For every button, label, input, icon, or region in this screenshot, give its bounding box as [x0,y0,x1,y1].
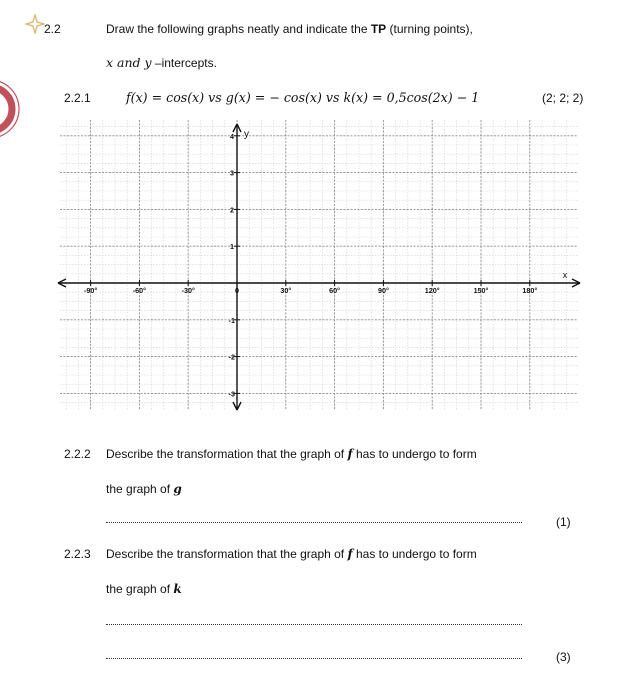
x-tick-label: 120° [424,286,440,295]
x-tick-label: 150° [473,286,489,295]
x-tick-label: 180° [522,286,538,295]
question-text-2-2-2 [106,447,477,461]
q223-text-c: the graph of [106,582,174,596]
q223-fn-f: f [347,547,353,561]
marks-2-2-2: (1) [556,515,571,529]
instruction-xy-math: x and y [106,55,152,70]
q222-text-b: has to undergo to form [352,447,477,461]
q223-text-b: has to undergo to form [352,547,477,561]
y-tick-label: 1 [230,242,234,252]
x-tick-label: -90° [83,286,98,295]
q223-text-a: Describe the transformation that the graph of [106,547,348,561]
x-tick-label: 0 [235,286,239,295]
x-tick-label: -60° [132,286,147,295]
marks-2-2-3: (3) [556,650,571,664]
y-tick-label: -1 [228,315,235,325]
question-text-2-2-2-line2 [106,482,182,496]
y-tick-label: -3 [228,389,235,399]
x-tick-label: 90° [377,286,389,295]
y-axis-label: y [244,128,249,140]
answer-line-2-2-3b[interactable] [106,658,522,659]
answer-line-2-2-2[interactable] [106,522,522,523]
q222-text-a: Describe the transformation that the graph of [106,447,348,461]
q222-fn-f: f [347,447,353,461]
instruction-tp: TP [370,22,387,36]
x-tick-label: -30° [181,286,195,295]
x-tick-label: 30° [280,286,292,295]
instruction-intercepts: –intercepts. [151,56,217,70]
section-number: 2.2 [44,22,61,36]
question-formula-2-2-1: f(x) = cos(x) vs g(x) = − cos(x) vs k(x) = 0,5cos(2x) − 1 [126,90,480,105]
x-tick-label: 60° [329,286,341,295]
y-tick-label: 3 [230,168,234,178]
instruction-text-end: (turning points), [386,22,473,36]
question-text-2-2-3 [106,547,477,561]
question-number-2-2-1: 2.2.1 [64,91,91,105]
q222-text-c: the graph of [106,482,174,496]
q223-fn-k: k [173,582,182,596]
q222-fn-g: g [173,482,182,496]
y-tick-label: -2 [228,352,235,362]
x-axis-label: x [562,270,568,280]
question-number-2-2-3: 2.2.3 [64,547,91,561]
y-tick-label: 4 [230,131,234,141]
y-tick-label: 2 [230,205,234,215]
answer-line-2-2-3a[interactable] [106,624,522,625]
question-text-2-2-3-line2 [106,582,182,596]
marks-2-2-1: (2; 2; 2) [542,91,584,105]
question-number-2-2-2: 2.2.2 [64,447,91,461]
instruction-text: Draw the following graphs neatly and indicate the [106,22,371,36]
